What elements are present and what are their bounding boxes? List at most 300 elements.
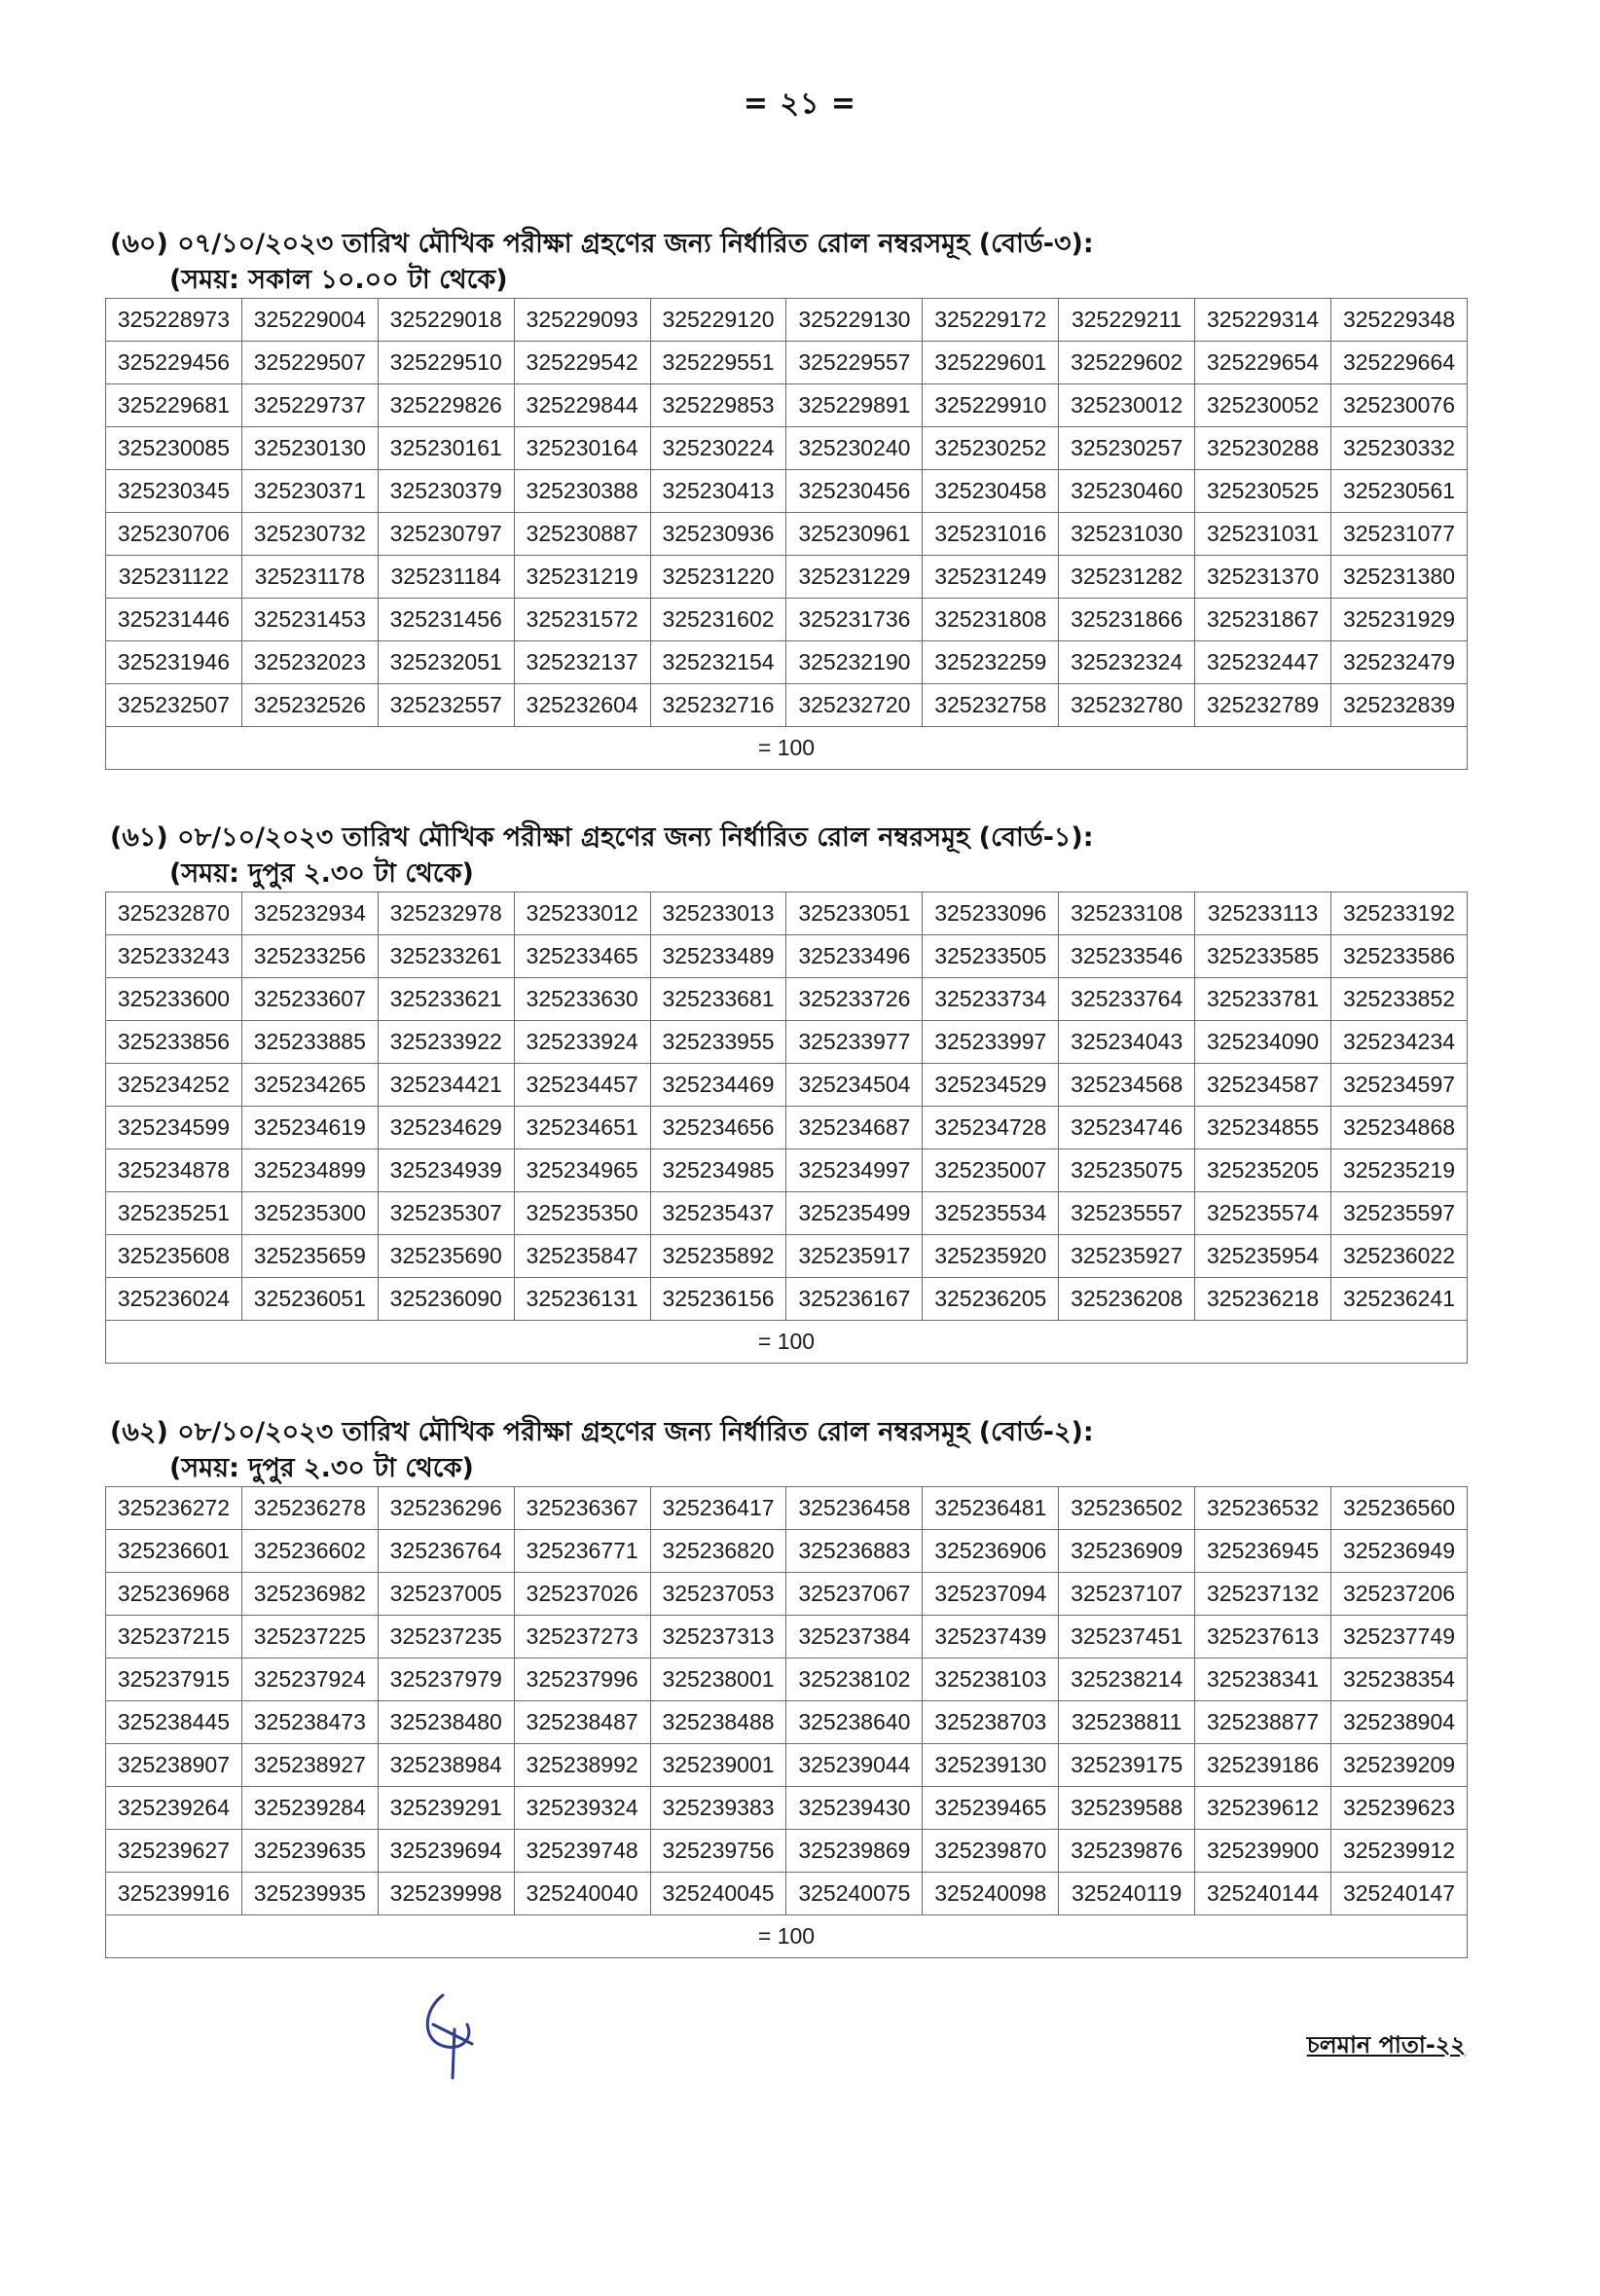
roll-number-cell: 325233243 (106, 935, 242, 978)
roll-number-cell: 325231946 (106, 641, 242, 684)
roll-number-cell: 325235608 (106, 1235, 242, 1278)
roll-number-cell: 325240147 (1331, 1873, 1468, 1915)
roll-number-cell: 325237749 (1331, 1616, 1468, 1658)
roll-number-cell: 325230525 (1195, 470, 1331, 513)
roll-number-cell: 325233256 (241, 935, 378, 978)
roll-number-cell: 325230460 (1059, 470, 1195, 513)
roll-number-cell: 325239324 (514, 1787, 650, 1830)
roll-number-cell: 325230797 (378, 513, 514, 556)
roll-number-cell: 325229018 (378, 299, 514, 342)
roll-number-cell: 325236024 (106, 1278, 242, 1321)
roll-number-cell: 325239869 (786, 1830, 923, 1873)
roll-number-cell: 325231866 (1059, 599, 1195, 641)
roll-number-cell: 325231602 (650, 599, 786, 641)
roll-number-cell: 325233013 (650, 893, 786, 935)
roll-number-cell: 325233856 (106, 1021, 242, 1064)
roll-number-cell: 325231178 (241, 556, 378, 599)
roll-number-cell: 325237132 (1195, 1573, 1331, 1616)
total-count: = 100 (106, 1321, 1468, 1364)
roll-number-cell: 325235205 (1195, 1149, 1331, 1192)
roll-number-cell: 325236883 (786, 1530, 923, 1573)
roll-number-cell: 325238001 (650, 1658, 786, 1701)
roll-number-cell: 325229172 (923, 299, 1059, 342)
roll-number-cell: 325237053 (650, 1573, 786, 1616)
roll-number-cell: 325231572 (514, 599, 650, 641)
table-row (106, 470, 1468, 513)
roll-number-cell: 325236820 (650, 1530, 786, 1573)
roll-number-cell: 325235075 (1059, 1149, 1195, 1192)
roll-number-cell: 325236205 (923, 1278, 1059, 1321)
table-row (106, 978, 1468, 1021)
roll-number-cell: 325236906 (923, 1530, 1059, 1573)
roll-number-cell: 325236296 (378, 1487, 514, 1530)
table-row (106, 1658, 1468, 1701)
roll-number-cell: 325233051 (786, 893, 923, 935)
total-row (106, 1915, 1468, 1958)
table-row (106, 384, 1468, 427)
roll-number-cell: 325235534 (923, 1192, 1059, 1235)
roll-number-cell: 325238927 (241, 1744, 378, 1787)
roll-number-cell: 325236949 (1331, 1530, 1468, 1573)
roll-number-cell: 325239209 (1331, 1744, 1468, 1787)
roll-number-cell: 325233585 (1195, 935, 1331, 978)
roll-number-cell: 325233852 (1331, 978, 1468, 1021)
roll-number-cell: 325234728 (923, 1107, 1059, 1149)
roll-number-cell: 325234568 (1059, 1064, 1195, 1107)
roll-number-cell: 325230732 (241, 513, 378, 556)
roll-number-cell: 325237439 (923, 1616, 1059, 1658)
roll-number-cell: 325229891 (786, 384, 923, 427)
roll-number-cell: 325231456 (378, 599, 514, 641)
section-title: (৬২) ০৮/১০/২০২৩ তারিখ মৌখিক পরীক্ষা গ্রহণের জন্য নির্ধারিত রোল নম্বরসমূহ (বোর্ড-২): (110, 1417, 1094, 1447)
roll-number-cell: 325236278 (241, 1487, 378, 1530)
table-row (106, 299, 1468, 342)
roll-number-cell: 325236367 (514, 1487, 650, 1530)
roll-number-cell: 325239175 (1059, 1744, 1195, 1787)
roll-number-cell: 325233885 (241, 1021, 378, 1064)
table-row (106, 1787, 1468, 1830)
roll-number-cell: 325232447 (1195, 641, 1331, 684)
roll-number-cell: 325238480 (378, 1701, 514, 1744)
roll-number-cell: 325230076 (1331, 384, 1468, 427)
roll-number-cell: 325232557 (378, 684, 514, 727)
roll-number-cell: 325235892 (650, 1235, 786, 1278)
table-row (106, 1873, 1468, 1915)
roll-number-cell: 325238214 (1059, 1658, 1195, 1701)
roll-number-cell: 325234599 (106, 1107, 242, 1149)
roll-number-cell: 325234687 (786, 1107, 923, 1149)
roll-number-cell: 325234265 (241, 1064, 378, 1107)
roll-number-cell: 325235307 (378, 1192, 514, 1235)
roll-number-cell: 325235597 (1331, 1192, 1468, 1235)
roll-number-cell: 325229557 (786, 342, 923, 384)
roll-number-cell: 325230936 (650, 513, 786, 556)
roll-number-cell: 325237067 (786, 1573, 923, 1616)
roll-number-cell: 325240075 (786, 1873, 923, 1915)
roll-number-cell: 325234597 (1331, 1064, 1468, 1107)
section-time: (সময়: দুপুর ২.৩০ টা থেকে) (169, 858, 474, 889)
roll-number-cell: 325235300 (241, 1192, 378, 1235)
roll-number-cell: 325239694 (378, 1830, 514, 1873)
roll-number-cell: 325238984 (378, 1744, 514, 1787)
roll-number-cell: 325233922 (378, 1021, 514, 1064)
roll-number-cell: 325237313 (650, 1616, 786, 1658)
table-row (106, 935, 1468, 978)
table-row (106, 1830, 1468, 1873)
roll-number-cell: 325232479 (1331, 641, 1468, 684)
roll-number-cell: 325231446 (106, 599, 242, 641)
roll-number-cell: 325234504 (786, 1064, 923, 1107)
roll-number-cell: 325238811 (1059, 1701, 1195, 1744)
roll-number-cell: 325238341 (1195, 1658, 1331, 1701)
roll-number-cell: 325236602 (241, 1530, 378, 1573)
exam-section-61 (105, 820, 1468, 1364)
table-row (106, 342, 1468, 384)
roll-number-cell: 325238640 (786, 1701, 923, 1744)
exam-section-62 (105, 1414, 1468, 1958)
roll-number-cell: 325237996 (514, 1658, 650, 1701)
total-row (106, 1321, 1468, 1364)
roll-number-cell: 325232604 (514, 684, 650, 727)
roll-number-cell: 325230388 (514, 470, 650, 513)
roll-number-cell: 325240040 (514, 1873, 650, 1915)
roll-number-cell: 325236272 (106, 1487, 242, 1530)
roll-number-cell: 325232758 (923, 684, 1059, 727)
table-row (106, 1487, 1468, 1530)
roll-number-cell: 325236241 (1331, 1278, 1468, 1321)
roll-number-cell: 325229004 (241, 299, 378, 342)
roll-number-cell: 325236458 (786, 1487, 923, 1530)
roll-number-cell: 325234651 (514, 1107, 650, 1149)
roll-number-cell: 325231229 (786, 556, 923, 599)
roll-number-cell: 325229551 (650, 342, 786, 384)
roll-number-cell: 325231736 (786, 599, 923, 641)
roll-number-cell: 325231016 (923, 513, 1059, 556)
roll-number-cell: 325230252 (923, 427, 1059, 470)
roll-number-cell: 325229654 (1195, 342, 1331, 384)
roll-number-cell: 325230257 (1059, 427, 1195, 470)
roll-number-cell: 325231220 (650, 556, 786, 599)
roll-number-cell: 325230371 (241, 470, 378, 513)
roll-number-cell: 325229348 (1331, 299, 1468, 342)
roll-number-cell: 325237215 (106, 1616, 242, 1658)
roll-number-cell: 325233955 (650, 1021, 786, 1064)
roll-number-cell: 325231380 (1331, 556, 1468, 599)
roll-number-cell: 325233977 (786, 1021, 923, 1064)
roll-number-cell: 325237384 (786, 1616, 923, 1658)
roll-number-cell: 325230458 (923, 470, 1059, 513)
roll-number-cell: 325235251 (106, 1192, 242, 1235)
roll-number-table (105, 892, 1468, 1364)
roll-number-cell: 325230288 (1195, 427, 1331, 470)
roll-number-cell: 325240119 (1059, 1873, 1195, 1915)
roll-number-cell: 325229602 (1059, 342, 1195, 384)
roll-number-cell: 325230161 (378, 427, 514, 470)
roll-number-cell: 325234939 (378, 1149, 514, 1192)
table-row (106, 1192, 1468, 1235)
roll-number-cell: 325231370 (1195, 556, 1331, 599)
roll-number-cell: 325239900 (1195, 1830, 1331, 1873)
roll-number-cell: 325236560 (1331, 1487, 1468, 1530)
roll-number-cell: 325230240 (786, 427, 923, 470)
roll-number-cell: 325235007 (923, 1149, 1059, 1192)
section-title: (৬১) ০৮/১০/২০২৩ তারিখ মৌখিক পরীক্ষা গ্রহণের জন্য নির্ধারিত রোল নম্বরসমূহ (বোর্ড-১): (110, 822, 1094, 853)
roll-number-cell: 325235350 (514, 1192, 650, 1235)
roll-number-cell: 325231929 (1331, 599, 1468, 641)
roll-number-cell: 325229826 (378, 384, 514, 427)
roll-number-cell: 325234965 (514, 1149, 650, 1192)
roll-number-cell: 325238445 (106, 1701, 242, 1744)
roll-number-cell: 325232870 (106, 893, 242, 935)
roll-number-cell: 325236601 (106, 1530, 242, 1573)
roll-number-cell: 325238354 (1331, 1658, 1468, 1701)
roll-number-cell: 325234421 (378, 1064, 514, 1107)
roll-number-cell: 325233586 (1331, 935, 1468, 978)
roll-number-cell: 325240098 (923, 1873, 1059, 1915)
roll-number-cell: 325239756 (650, 1830, 786, 1873)
roll-number-cell: 325238103 (923, 1658, 1059, 1701)
roll-number-cell: 325229681 (106, 384, 242, 427)
roll-number-cell: 325234469 (650, 1064, 786, 1107)
roll-number-cell: 325239748 (514, 1830, 650, 1873)
roll-number-cell: 325239916 (106, 1873, 242, 1915)
roll-number-cell: 325229853 (650, 384, 786, 427)
roll-number-cell: 325229130 (786, 299, 923, 342)
roll-number-cell: 325230164 (514, 427, 650, 470)
roll-number-cell: 325236208 (1059, 1278, 1195, 1321)
roll-number-cell: 325230561 (1331, 470, 1468, 513)
roll-number-cell: 325229456 (106, 342, 242, 384)
roll-number-cell: 325234090 (1195, 1021, 1331, 1064)
table-row (106, 893, 1468, 935)
roll-number-cell: 325235927 (1059, 1235, 1195, 1278)
roll-number-cell: 325230052 (1195, 384, 1331, 427)
roll-number-cell: 325235954 (1195, 1235, 1331, 1278)
roll-number-cell: 325233505 (923, 935, 1059, 978)
exam-section-60 (105, 226, 1468, 770)
roll-number-cell: 325232507 (106, 684, 242, 727)
table-row (106, 1235, 1468, 1278)
roll-number-cell: 325235847 (514, 1235, 650, 1278)
roll-number-cell: 325236909 (1059, 1530, 1195, 1573)
roll-number-cell: 325238703 (923, 1701, 1059, 1744)
roll-number-cell: 325239383 (650, 1787, 786, 1830)
roll-number-cell: 325237206 (1331, 1573, 1468, 1616)
roll-number-cell: 325238907 (106, 1744, 242, 1787)
roll-number-cell: 325232259 (923, 641, 1059, 684)
roll-number-cell: 325234868 (1331, 1107, 1468, 1149)
roll-number-cell: 325231453 (241, 599, 378, 641)
roll-number-cell: 325233108 (1059, 893, 1195, 935)
roll-number-cell: 325239044 (786, 1744, 923, 1787)
roll-number-cell: 325235437 (650, 1192, 786, 1235)
roll-number-cell: 325239588 (1059, 1787, 1195, 1830)
roll-number-cell: 325233997 (923, 1021, 1059, 1064)
roll-number-cell: 325238488 (650, 1701, 786, 1744)
roll-number-cell: 325232324 (1059, 641, 1195, 684)
roll-number-cell: 325231031 (1195, 513, 1331, 556)
roll-number-cell: 325239627 (106, 1830, 242, 1873)
signature-mark (414, 1986, 501, 2083)
table-row (106, 599, 1468, 641)
total-count: = 100 (106, 727, 1468, 770)
roll-number-cell: 325232839 (1331, 684, 1468, 727)
roll-number-cell: 325237107 (1059, 1573, 1195, 1616)
roll-number-cell: 325236156 (650, 1278, 786, 1321)
roll-number-cell: 325229510 (378, 342, 514, 384)
roll-number-cell: 325233261 (378, 935, 514, 978)
section-time: (সময়: সকাল ১০.০০ টা থেকে) (169, 265, 508, 295)
table-row (106, 556, 1468, 599)
roll-number-cell: 325239623 (1331, 1787, 1468, 1830)
roll-number-cell: 325239935 (241, 1873, 378, 1915)
roll-number-cell: 325231282 (1059, 556, 1195, 599)
roll-number-cell: 325239635 (241, 1830, 378, 1873)
table-row (106, 684, 1468, 727)
table-row (106, 1530, 1468, 1573)
roll-number-cell: 325234899 (241, 1149, 378, 1192)
page-number: = ২১ = (743, 87, 857, 121)
roll-number-cell: 325235219 (1331, 1149, 1468, 1192)
roll-number-cell: 325233465 (514, 935, 650, 978)
roll-number-cell: 325230379 (378, 470, 514, 513)
roll-number-cell: 325232051 (378, 641, 514, 684)
roll-number-cell: 325236982 (241, 1573, 378, 1616)
roll-number-cell: 325234878 (106, 1149, 242, 1192)
section-title: (৬০) ০৭/১০/২০২৩ তারিখ মৌখিক পরীক্ষা গ্রহণের জন্য নির্ধারিত রোল নম্বরসমূহ (বোর্ড-৩): (110, 229, 1094, 259)
roll-number-cell: 325231030 (1059, 513, 1195, 556)
roll-number-cell: 325232789 (1195, 684, 1331, 727)
roll-number-cell: 325231184 (378, 556, 514, 599)
table-row (106, 1021, 1468, 1064)
roll-number-cell: 325232934 (241, 893, 378, 935)
roll-number-cell: 325233681 (650, 978, 786, 1021)
roll-number-cell: 325234656 (650, 1107, 786, 1149)
roll-number-cell: 325233012 (514, 893, 650, 935)
roll-number-cell: 325234043 (1059, 1021, 1195, 1064)
roll-number-cell: 325235659 (241, 1235, 378, 1278)
roll-number-cell: 325239465 (923, 1787, 1059, 1830)
roll-number-cell: 325237924 (241, 1658, 378, 1701)
roll-number-cell: 325230706 (106, 513, 242, 556)
table-row (106, 427, 1468, 470)
roll-number-cell: 325236532 (1195, 1487, 1331, 1530)
roll-number-cell: 325234985 (650, 1149, 786, 1192)
table-row (106, 1064, 1468, 1107)
roll-number-cell: 325229120 (650, 299, 786, 342)
roll-number-cell: 325229314 (1195, 299, 1331, 342)
roll-number-cell: 325238992 (514, 1744, 650, 1787)
roll-number-cell: 325234252 (106, 1064, 242, 1107)
roll-number-cell: 325234619 (241, 1107, 378, 1149)
roll-number-cell: 325232137 (514, 641, 650, 684)
total-row (106, 727, 1468, 770)
roll-number-cell: 325238102 (786, 1658, 923, 1701)
roll-number-cell: 325232780 (1059, 684, 1195, 727)
table-row (106, 1616, 1468, 1658)
roll-number-cell: 325230012 (1059, 384, 1195, 427)
roll-number-cell: 325230413 (650, 470, 786, 513)
roll-number-cell: 325232190 (786, 641, 923, 684)
roll-number-cell: 325237235 (378, 1616, 514, 1658)
table-row (106, 1573, 1468, 1616)
roll-number-cell: 325237979 (378, 1658, 514, 1701)
roll-number-cell: 325231867 (1195, 599, 1331, 641)
roll-number-table (105, 1486, 1468, 1958)
roll-number-cell: 325237451 (1059, 1616, 1195, 1658)
roll-number-cell: 325231249 (923, 556, 1059, 599)
roll-number-cell: 325236764 (378, 1530, 514, 1573)
roll-number-cell: 325233096 (923, 893, 1059, 935)
roll-number-cell: 325237915 (106, 1658, 242, 1701)
roll-number-cell: 325230887 (514, 513, 650, 556)
roll-number-cell: 325236968 (106, 1573, 242, 1616)
roll-number-cell: 325236090 (378, 1278, 514, 1321)
roll-number-cell: 325233600 (106, 978, 242, 1021)
roll-number-cell: 325236022 (1331, 1235, 1468, 1278)
roll-number-cell: 325230456 (786, 470, 923, 513)
roll-number-cell: 325239130 (923, 1744, 1059, 1787)
roll-number-cell: 325231077 (1331, 513, 1468, 556)
roll-number-cell: 325238904 (1331, 1701, 1468, 1744)
roll-number-cell: 325232154 (650, 641, 786, 684)
roll-number-cell: 325239912 (1331, 1830, 1468, 1873)
roll-number-cell: 325231808 (923, 599, 1059, 641)
roll-number-cell: 325230085 (106, 427, 242, 470)
roll-number-cell: 325235690 (378, 1235, 514, 1278)
roll-number-cell: 325232526 (241, 684, 378, 727)
roll-number-cell: 325229664 (1331, 342, 1468, 384)
table-row (106, 641, 1468, 684)
roll-number-cell: 325230961 (786, 513, 923, 556)
continued-page-note: চলমান পাতা-২২ (1306, 2031, 1466, 2059)
roll-number-cell: 325239430 (786, 1787, 923, 1830)
roll-number-cell: 325229601 (923, 342, 1059, 384)
table-row (106, 1278, 1468, 1321)
roll-number-cell: 325236945 (1195, 1530, 1331, 1573)
roll-number-cell: 325239186 (1195, 1744, 1331, 1787)
roll-number-cell: 325232023 (241, 641, 378, 684)
roll-number-cell: 325233546 (1059, 935, 1195, 978)
roll-number-cell: 325237613 (1195, 1616, 1331, 1658)
roll-number-cell: 325233113 (1195, 893, 1331, 935)
table-row (106, 1107, 1468, 1149)
roll-number-cell: 325234529 (923, 1064, 1059, 1107)
roll-number-cell: 325239612 (1195, 1787, 1331, 1830)
roll-number-cell: 325239998 (378, 1873, 514, 1915)
roll-number-cell: 325234855 (1195, 1107, 1331, 1149)
roll-number-cell: 325234997 (786, 1149, 923, 1192)
roll-number-cell: 325229507 (241, 342, 378, 384)
roll-number-cell: 325237225 (241, 1616, 378, 1658)
roll-number-cell: 325235920 (923, 1235, 1059, 1278)
roll-number-cell: 325231219 (514, 556, 650, 599)
roll-number-cell: 325236051 (241, 1278, 378, 1321)
table-row (106, 1701, 1468, 1744)
roll-number-cell: 325238487 (514, 1701, 650, 1744)
roll-number-cell: 325235557 (1059, 1192, 1195, 1235)
roll-number-cell: 325236131 (514, 1278, 650, 1321)
roll-number-cell: 325231122 (106, 556, 242, 599)
roll-number-cell: 325235499 (786, 1192, 923, 1235)
roll-number-cell: 325233496 (786, 935, 923, 978)
roll-number-cell: 325230345 (106, 470, 242, 513)
roll-number-cell: 325236167 (786, 1278, 923, 1321)
roll-number-cell: 325236502 (1059, 1487, 1195, 1530)
roll-number-cell: 325232978 (378, 893, 514, 935)
roll-number-cell: 325239264 (106, 1787, 242, 1830)
table-row (106, 513, 1468, 556)
